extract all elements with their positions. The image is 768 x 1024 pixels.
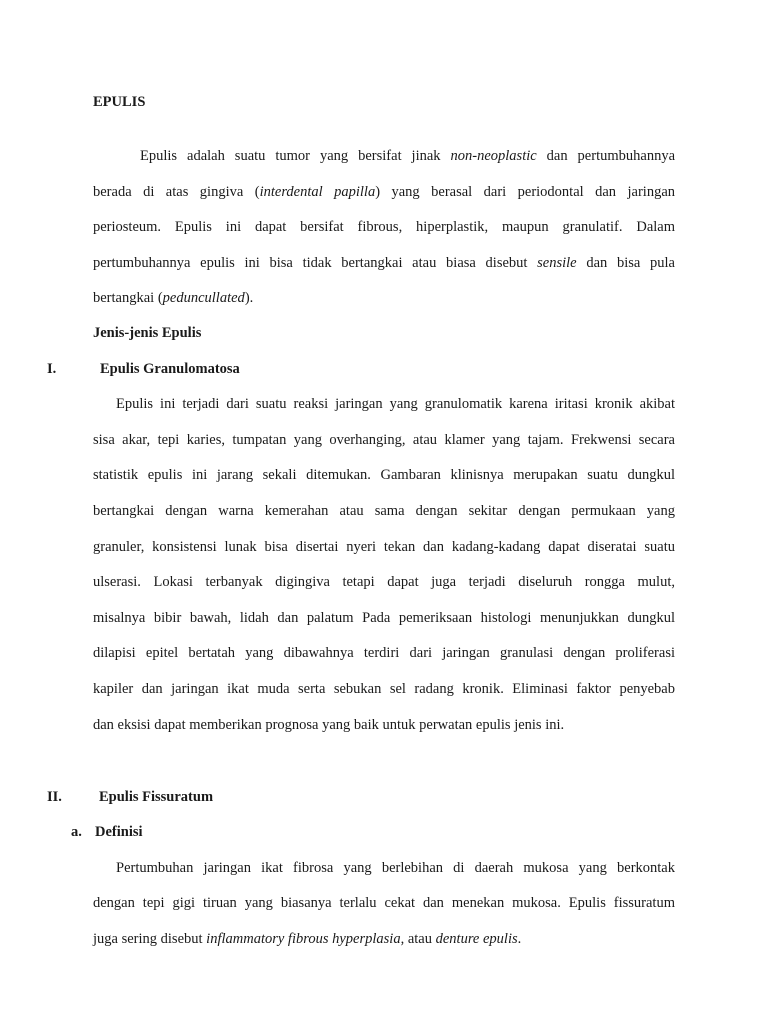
subsection-heading: Definisi — [95, 824, 143, 840]
body-line: dilapisi epitel bertatah yang dibawahnya terdiri dari jaringan granulasi dengan proliferasi — [93, 645, 675, 661]
section-heading: Epulis Granulomatosa — [100, 361, 240, 377]
body-line: statistik epulis ini jarang sekali ditemukan. Gambaran klinisnya merupakan suatu dungkul — [93, 467, 675, 483]
italic-term: sensile — [537, 255, 577, 271]
italic-term: interdental papilla — [259, 184, 376, 200]
section-heading: Epulis Fissuratum — [99, 789, 214, 805]
body-line: misalnya bibir bawah, lidah dan palatum Pada pemeriksaan histologi menunjukkan dungkul — [93, 610, 675, 626]
intro-line-4: pertumbuhannya epulis ini bisa tidak bertangkai atau biasa disebut sensile dan bisa pula — [93, 255, 675, 271]
body-line: sisa akar, tepi karies, tumpatan yang overhanging, atau klamer yang tajam. Frekwensi secara — [93, 432, 675, 448]
types-heading: Jenis-jenis Epulis — [93, 325, 202, 341]
body-line: Epulis ini terjadi dari suatu reaksi jaringan yang granulomatik karena iritasi kronik akibat — [116, 396, 675, 412]
intro-line-3: periosteum. Epulis ini dapat bersifat fibrous, hiperplastik, maupun granulatif. Dalam — [93, 219, 675, 235]
body-line: juga sering disebut inflammatory fibrous hyperplasia, atau denture epulis. — [93, 931, 522, 947]
body-line: bertangkai dengan warna kemerahan atau sama dengan sekitar dengan permukaan yang — [93, 503, 675, 519]
section-numeral: II. — [47, 789, 62, 805]
body-line: granuler, konsistensi lunak bisa disertai nyeri tekan dan kadang-kadang dapat diseratai suatu — [93, 539, 675, 555]
subsection-letter: a. — [71, 824, 82, 840]
italic-term: inflammatory fibrous hyperplasia — [206, 931, 401, 947]
italic-term: denture epulis — [435, 931, 518, 947]
document-title: EPULIS — [93, 94, 146, 110]
italic-term: peduncullated — [162, 290, 245, 306]
section-numeral: I. — [47, 361, 57, 377]
body-line: dan eksisi dapat memberikan prognosa yang baik untuk perwatan epulis jenis ini. — [93, 717, 565, 733]
body-line: Pertumbuhan jaringan ikat fibrosa yang berlebihan di daerah mukosa yang berkontak — [116, 860, 675, 876]
intro-line-5: bertangkai (peduncullated). — [93, 290, 254, 306]
body-line: kapiler dan jaringan ikat muda serta sebukan sel radang kronik. Eliminasi faktor penyebab — [93, 681, 675, 697]
body-line: dengan tepi gigi tiruan yang biasanya terlalu cekat dan menekan mukosa. Epulis fissuratum — [93, 895, 675, 911]
body-line: ulserasi. Lokasi terbanyak digingiva tetapi dapat juga terjadi diseluruh rongga mulut, — [93, 574, 675, 590]
intro-line-1: Epulis adalah suatu tumor yang bersifat jinak non-neoplastic dan pertumbuhannya — [140, 148, 675, 164]
italic-term: non-neoplastic — [450, 148, 537, 164]
intro-line-2: berada di atas gingiva (interdental papilla) yang berasal dari periodontal dan jaringan — [93, 184, 676, 200]
